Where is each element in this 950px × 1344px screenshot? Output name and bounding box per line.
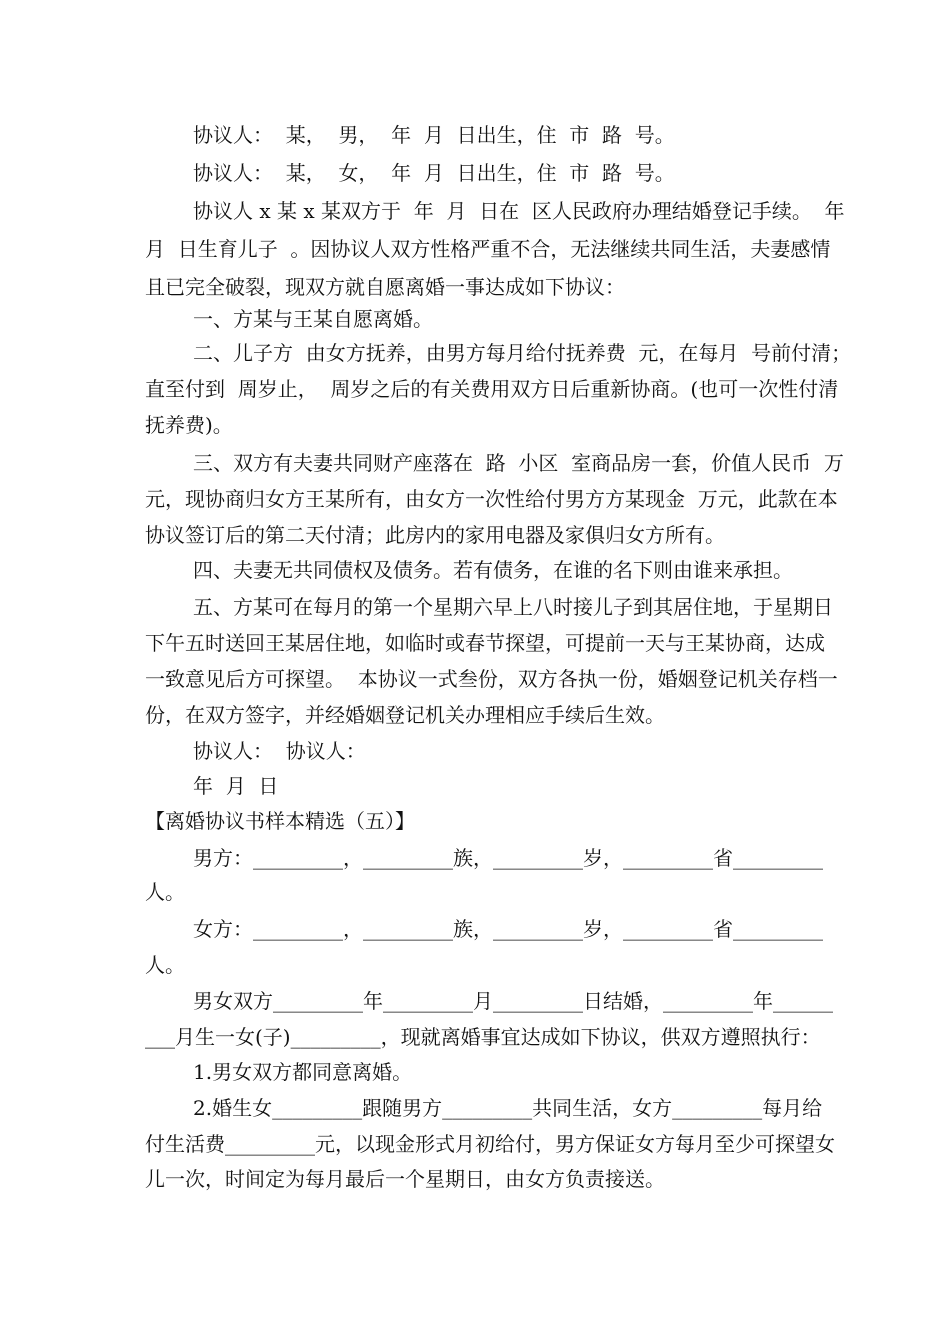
- section-heading: 【离婚协议书样本精选（五）】: [145, 809, 415, 833]
- text-line: 二、儿子方 由女方抚养，由男方每月给付抚养费 元，在每月 号前付清；: [193, 341, 852, 365]
- text-line: 四、夫妻无共同债权及债务。若有债务，在谁的名下则由谁来承担。: [193, 558, 793, 582]
- text-line: 一、方某与王某自愿离婚。: [193, 307, 433, 331]
- text-line: 一致意见后方可探望。 本协议一式叁份，双方各执一份，婚姻登记机关存档一: [145, 667, 838, 691]
- text-line: 三、双方有夫妻共同财产座落在 路 小区 室商品房一套，价值人民币 万: [193, 451, 844, 475]
- text-line: 且已完全破裂，现双方就自愿离婚一事达成如下协议：: [145, 275, 625, 299]
- text-line: 女方：_________，_________族，_________岁，_________省_________: [193, 917, 823, 941]
- text-line: 下午五时送回王某居住地，如临时或春节探望，可提前一天与王某协商，达成: [145, 631, 825, 655]
- text-line: 1.男女双方都同意离婚。: [193, 1060, 413, 1084]
- text-line: 男女双方_________年_________月_________日结婚，_________年______: [193, 989, 833, 1013]
- text-line: ___月生一女(子)_________，现就离婚事宜达成如下协议，供双方遵照执行：: [145, 1025, 821, 1049]
- text-line: 人。: [145, 880, 185, 904]
- text-line: 份，在双方签字，并经婚姻登记机关办理相应手续后生效。: [145, 703, 665, 727]
- text-line: 协议人 x 某 x 某双方于 年 月 日在 区人民政府办理结婚登记手续。 年: [193, 199, 845, 223]
- text-line: 五、方某可在每月的第一个星期六早上八时接儿子到其居住地，于星期日: [193, 595, 833, 619]
- text-line: 直至付到 周岁止， 周岁之后的有关费用双方日后重新协商。(也可一次性付清: [145, 377, 839, 401]
- text-line: 协议人： 某， 男， 年 月 日出生，住 市 路 号。: [193, 123, 675, 147]
- text-line: 协议签订后的第二天付清；此房内的家用电器及家俱归女方所有。: [145, 523, 725, 547]
- text-line: 月 日生育儿子 。因协议人双方性格严重不合，无法继续共同生活，夫妻感情: [145, 237, 831, 261]
- text-line: 抚养费)。: [145, 413, 233, 437]
- text-line: 付生活费_________元，以现金形式月初给付，男方保证女方每月至少可探望女: [145, 1132, 835, 1156]
- signature-line: 协议人： 协议人：: [193, 739, 366, 763]
- text-line: 人。: [145, 953, 185, 977]
- date-line: 年 月 日: [193, 774, 279, 798]
- text-line: 元，现协商归女方王某所有，由女方一次性给付男方方某现金 万元，此款在本: [145, 487, 838, 511]
- text-line: 协议人： 某， 女， 年 月 日出生，住 市 路 号。: [193, 161, 675, 185]
- text-line: 男方：_________，_________族，_________岁，_________省_________: [193, 846, 823, 870]
- text-line: 2.婚生女_________跟随男方_________共同生活，女方_________每月给: [193, 1096, 823, 1120]
- text-line: 儿一次，时间定为每月最后一个星期日，由女方负责接送。: [145, 1167, 665, 1191]
